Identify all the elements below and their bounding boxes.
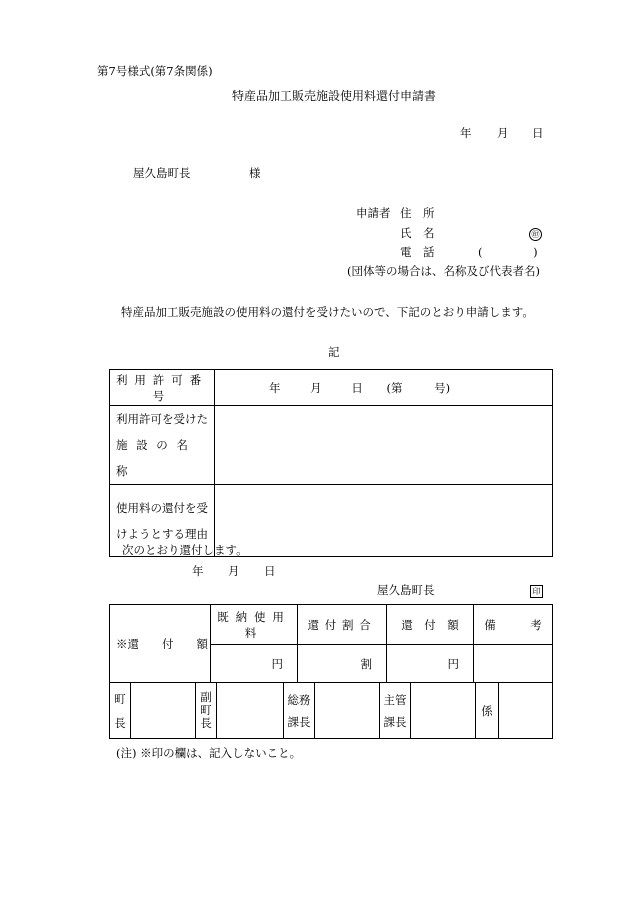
addressee-honorific: 様 (249, 166, 261, 180)
date-day: 日 (532, 126, 544, 140)
approval-vice-mayor-label: 副町長 (196, 683, 217, 739)
refund-amount-cell[interactable]: 円 (387, 645, 474, 683)
name-label: 氏 名 (400, 226, 435, 240)
reason-field[interactable] (215, 485, 553, 557)
main-table (109, 369, 553, 557)
approval-general-affairs-stamp[interactable] (315, 683, 380, 739)
refund-row-label: ※還 付 額 (110, 605, 211, 683)
org-note: (団体等の場合は、名称及び代表者名) (347, 264, 540, 278)
facility-label-line2: 施設の名称 (116, 438, 197, 478)
ki-label: 記 (328, 345, 340, 359)
permit-number-label: 利用許可番号 (110, 370, 215, 406)
footnote: (注) ※印の欄は、記入しないこと。 (116, 746, 302, 760)
permit-month: 月 (310, 380, 322, 395)
address-label: 住 所 (400, 206, 435, 220)
approval-general-affairs-label: 総務課長 (284, 683, 315, 739)
permit-no-open: (第 (386, 380, 403, 395)
permit-day: 日 (351, 380, 363, 395)
permit-number-value[interactable] (215, 370, 553, 406)
approval-vice-mayor-stamp[interactable] (217, 683, 284, 739)
refund-ratio-cell[interactable]: 割 (298, 645, 387, 683)
approval-table (109, 682, 553, 739)
header-paid-fee: 既納使用料 (211, 605, 298, 645)
reason-label-line2: けようとする理由 (116, 526, 208, 541)
header-refund-ratio: 還付割合 (298, 605, 387, 645)
date-year: 年 (460, 126, 472, 140)
phone-label: 電 話 (400, 245, 435, 259)
refund-table (109, 604, 553, 683)
refund-year: 年 (192, 564, 204, 578)
document-title: 特産品加工販売施設使用料還付申請書 (232, 89, 437, 103)
date-month: 月 (497, 126, 509, 140)
permit-no-close: 号) (434, 380, 451, 395)
refund-month: 月 (228, 564, 240, 578)
applicant-seal-icon: ㊞ (529, 228, 542, 241)
approval-chief-label: 主管課長 (380, 683, 411, 739)
reason-label-line1: 使用料の還付を受 (116, 500, 208, 515)
approval-staff-label: 係 (476, 683, 499, 739)
refund-note: 次のとおり還付します。 (122, 543, 248, 557)
facility-label-line1: 利用許可を受けた (116, 412, 208, 426)
header-refund-amount: 還 付 額 (387, 605, 474, 645)
form-number: 第7号様式(第7条関係) (97, 64, 213, 78)
body-text: 特産品加工販売施設の使用料の還付を受けたいので、下記のとおり申請します。 (121, 305, 534, 319)
approval-mayor-label: 町長 (110, 683, 131, 739)
addressee-name: 屋久島町長 (133, 166, 191, 180)
approval-staff-stamp[interactable] (499, 683, 553, 739)
paid-fee-cell[interactable]: 円 (211, 645, 298, 683)
mayor-seal-icon: 印 (530, 585, 543, 598)
facility-name-field[interactable] (215, 406, 553, 485)
refund-day: 日 (264, 564, 276, 578)
header-remarks: 備 考 (474, 605, 553, 645)
approval-chief-stamp[interactable] (411, 683, 476, 739)
mayor-sign-name: 屋久島町長 (377, 583, 435, 597)
permit-year: 年 (269, 380, 281, 395)
remarks-cell[interactable] (474, 645, 553, 683)
phone-paren: ( ) (478, 245, 547, 259)
approval-mayor-stamp[interactable] (131, 683, 196, 739)
applicant-label: 申請者 (356, 206, 391, 220)
